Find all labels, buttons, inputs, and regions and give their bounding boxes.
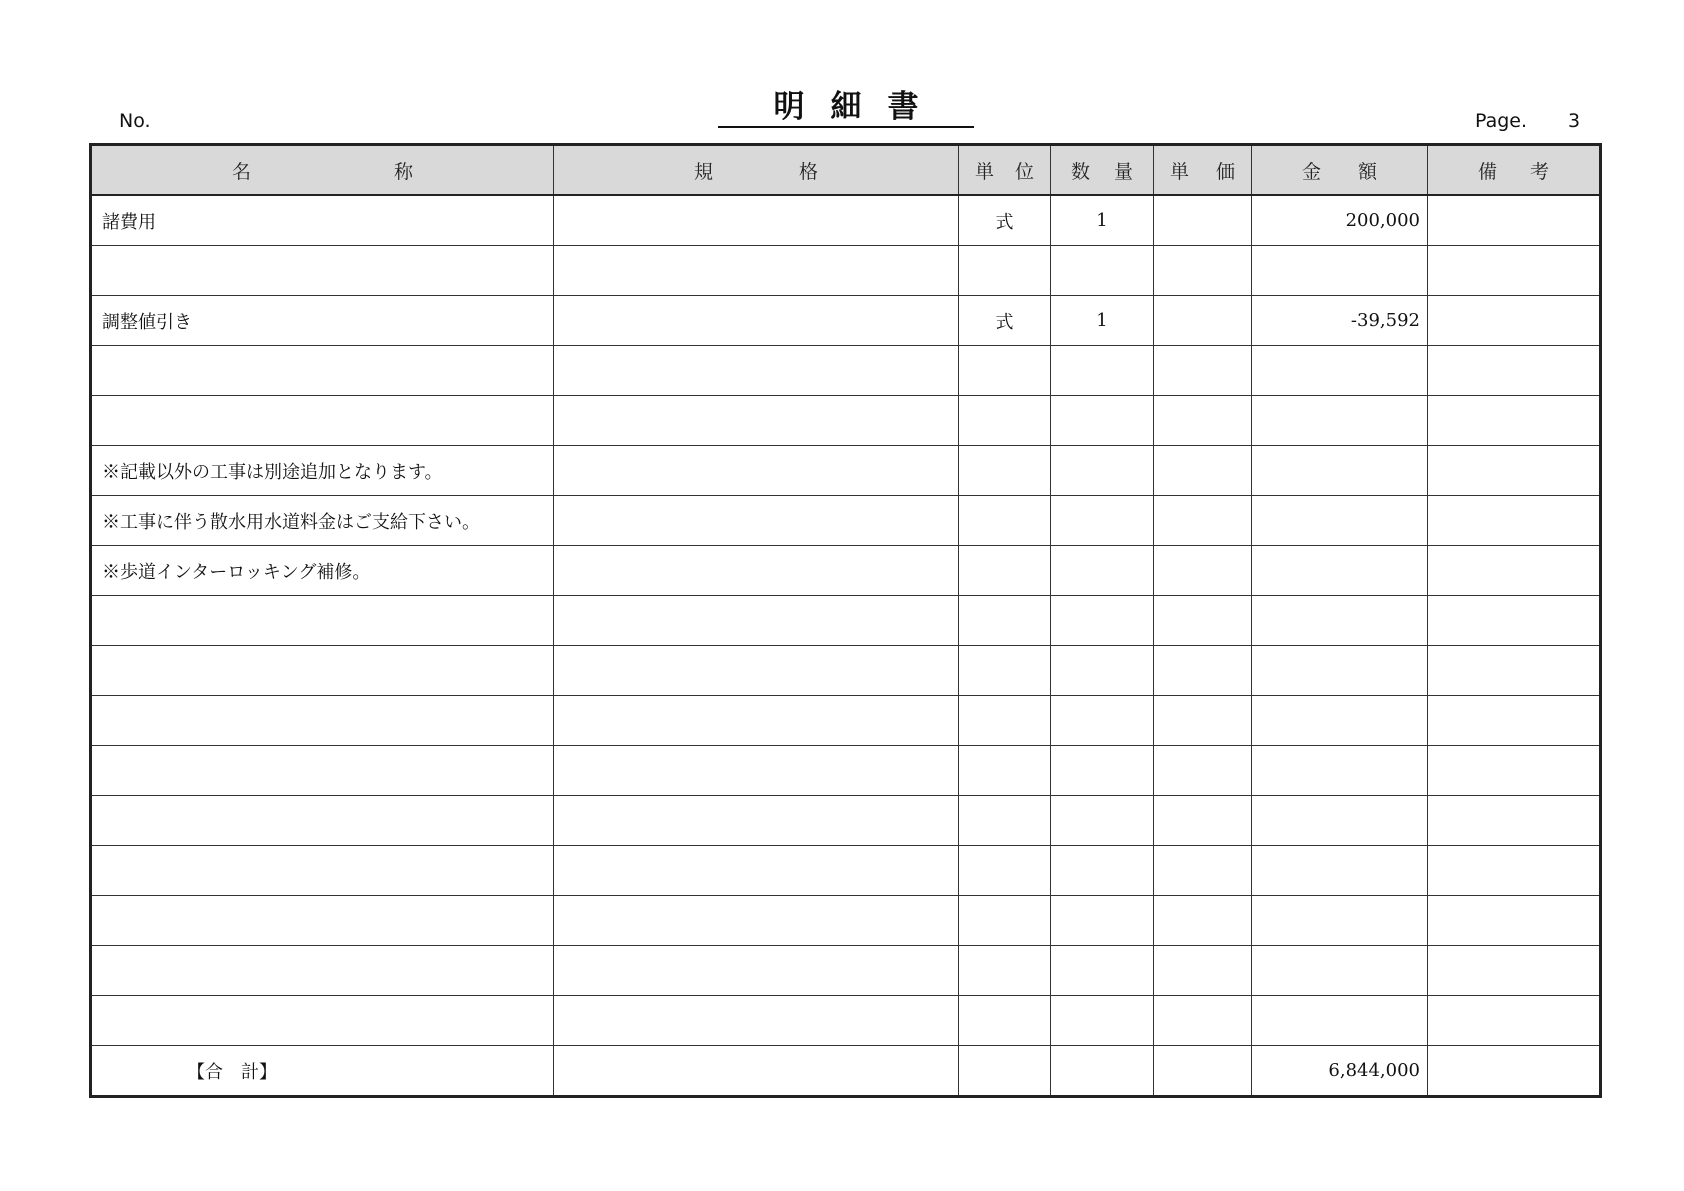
item-name-cell xyxy=(91,746,554,796)
item-remarks-cell xyxy=(1428,346,1601,396)
item-spec-cell xyxy=(554,596,959,646)
item-quantity-cell: 1 xyxy=(1051,296,1154,346)
item-remarks-cell xyxy=(1428,396,1601,446)
item-quantity-cell xyxy=(1051,446,1154,496)
item-unit-price-cell xyxy=(1154,246,1252,296)
item-unit-price-cell xyxy=(1154,396,1252,446)
table-row xyxy=(91,346,1601,396)
item-spec-cell xyxy=(554,696,959,746)
item-amount-cell xyxy=(1252,996,1428,1046)
item-spec-cell xyxy=(554,996,959,1046)
item-unit-cell xyxy=(959,996,1051,1046)
item-amount-cell xyxy=(1252,496,1428,546)
total-unit-price-cell xyxy=(1154,1046,1252,1097)
table-row xyxy=(91,846,1601,896)
item-remarks-cell xyxy=(1428,946,1601,996)
item-unit-price-cell xyxy=(1154,996,1252,1046)
table-row xyxy=(91,746,1601,796)
total-unit-cell xyxy=(959,1046,1051,1097)
total-label: 【合 計】 xyxy=(91,1046,554,1097)
table-row xyxy=(91,796,1601,846)
item-name-cell xyxy=(91,896,554,946)
item-unit-cell xyxy=(959,696,1051,746)
item-remarks-cell xyxy=(1428,246,1601,296)
item-remarks-cell xyxy=(1428,896,1601,946)
item-unit-cell xyxy=(959,596,1051,646)
item-quantity-cell xyxy=(1051,496,1154,546)
table-row xyxy=(91,546,1601,596)
item-amount-cell xyxy=(1252,846,1428,896)
item-unit-price-cell xyxy=(1154,195,1252,246)
item-unit-cell xyxy=(959,896,1051,946)
page-label: Page. xyxy=(1475,110,1528,132)
item-remarks-cell xyxy=(1428,646,1601,696)
item-amount-cell xyxy=(1252,596,1428,646)
item-remarks-cell xyxy=(1428,746,1601,796)
item-quantity-cell: 1 xyxy=(1051,195,1154,246)
table-row xyxy=(91,296,1601,346)
item-quantity-cell xyxy=(1051,246,1154,296)
item-remarks-cell xyxy=(1428,996,1601,1046)
item-unit-cell xyxy=(959,946,1051,996)
item-amount-cell: -39,592 xyxy=(1252,296,1428,346)
column-header-quantity-char-1: 数 xyxy=(1071,160,1091,183)
table-row xyxy=(91,646,1601,696)
item-unit-cell xyxy=(959,396,1051,446)
item-remarks-cell xyxy=(1428,596,1601,646)
table-row xyxy=(91,446,1601,496)
table-row xyxy=(91,946,1601,996)
item-name-cell xyxy=(91,696,554,746)
item-quantity-cell xyxy=(1051,996,1154,1046)
column-header-quantity-char-2: 量 xyxy=(1113,160,1133,183)
item-name-cell xyxy=(91,246,554,296)
page-number: 3 xyxy=(1568,110,1581,132)
item-remarks-cell xyxy=(1428,546,1601,596)
column-header-unit-price xyxy=(1154,145,1252,196)
item-amount-cell xyxy=(1252,646,1428,696)
item-unit-price-cell xyxy=(1154,296,1252,346)
column-header-quantity xyxy=(1051,145,1154,196)
item-name-cell: 諸費用 xyxy=(91,195,554,246)
item-spec-cell xyxy=(554,246,959,296)
column-header-remarks-char-1: 備 xyxy=(1478,160,1498,183)
item-remarks-cell xyxy=(1428,696,1601,746)
item-amount-cell xyxy=(1252,396,1428,446)
item-unit-cell xyxy=(959,246,1051,296)
table-row xyxy=(91,896,1601,946)
item-remarks-cell xyxy=(1428,496,1601,546)
item-name-cell xyxy=(91,646,554,696)
item-name-cell xyxy=(91,346,554,396)
item-spec-cell xyxy=(554,896,959,946)
item-name-cell: ※工事に伴う散水用水道料金はご支給下さい。 xyxy=(91,496,554,546)
total-row xyxy=(91,1046,1601,1097)
item-name-cell xyxy=(91,996,554,1046)
item-unit-price-cell xyxy=(1154,446,1252,496)
item-amount-cell xyxy=(1252,446,1428,496)
item-spec-cell xyxy=(554,296,959,346)
item-amount-cell xyxy=(1252,696,1428,746)
item-spec-cell xyxy=(554,946,959,996)
item-amount-cell xyxy=(1252,896,1428,946)
item-spec-cell xyxy=(554,346,959,396)
document-title: 明細書 xyxy=(773,89,945,125)
column-header-name-char-1: 名 xyxy=(232,160,252,183)
title-underline xyxy=(718,126,974,128)
table-row xyxy=(91,696,1601,746)
column-header-remarks xyxy=(1428,145,1601,196)
item-spec-cell xyxy=(554,746,959,796)
column-header-unit-price-char-2: 価 xyxy=(1215,160,1235,183)
item-unit-price-cell xyxy=(1154,696,1252,746)
item-name-cell: ※記載以外の工事は別途追加となります。 xyxy=(91,446,554,496)
item-name-cell xyxy=(91,946,554,996)
item-quantity-cell xyxy=(1051,396,1154,446)
item-amount-cell xyxy=(1252,246,1428,296)
item-amount-cell xyxy=(1252,346,1428,396)
item-name-cell xyxy=(91,596,554,646)
column-header-name-char-2: 称 xyxy=(393,160,413,183)
item-spec-cell xyxy=(554,496,959,546)
column-header-spec-char-1: 規 xyxy=(694,160,714,183)
table-row xyxy=(91,195,1601,246)
table-row xyxy=(91,596,1601,646)
item-name-cell: ※歩道インターロッキング補修。 xyxy=(91,546,554,596)
item-quantity-cell xyxy=(1051,746,1154,796)
item-spec-cell xyxy=(554,546,959,596)
column-header-unit-char-1: 単 xyxy=(975,160,995,183)
item-quantity-cell xyxy=(1051,946,1154,996)
table-row xyxy=(91,396,1601,446)
item-quantity-cell xyxy=(1051,646,1154,696)
item-unit-price-cell xyxy=(1154,346,1252,396)
item-unit-price-cell xyxy=(1154,946,1252,996)
item-amount-cell xyxy=(1252,946,1428,996)
item-unit-cell xyxy=(959,496,1051,546)
item-unit-cell xyxy=(959,446,1051,496)
item-amount-cell: 200,000 xyxy=(1252,195,1428,246)
column-header-unit-char-2: 位 xyxy=(1014,160,1034,183)
item-unit-price-cell xyxy=(1154,796,1252,846)
item-spec-cell xyxy=(554,195,959,246)
item-unit-cell xyxy=(959,796,1051,846)
item-quantity-cell xyxy=(1051,346,1154,396)
table-row xyxy=(91,246,1601,296)
table-row xyxy=(91,496,1601,546)
item-unit-price-cell xyxy=(1154,596,1252,646)
column-header-unit-price-char-1: 単 xyxy=(1170,160,1190,183)
item-amount-cell xyxy=(1252,796,1428,846)
total-remarks-cell xyxy=(1428,1046,1601,1097)
document-number-label: No. xyxy=(119,110,151,132)
table-row xyxy=(91,996,1601,1046)
item-unit-cell: 式 xyxy=(959,296,1051,346)
column-header-spec-char-2: 格 xyxy=(798,160,818,183)
detail-table xyxy=(89,143,1602,1098)
table-header-row xyxy=(91,145,1601,196)
item-unit-price-cell xyxy=(1154,496,1252,546)
item-quantity-cell xyxy=(1051,696,1154,746)
item-name-cell xyxy=(91,796,554,846)
column-header-amount-char-2: 額 xyxy=(1357,160,1377,183)
item-remarks-cell xyxy=(1428,846,1601,896)
item-name-cell xyxy=(91,846,554,896)
item-remarks-cell xyxy=(1428,195,1601,246)
item-unit-price-cell xyxy=(1154,646,1252,696)
item-quantity-cell xyxy=(1051,796,1154,846)
item-remarks-cell xyxy=(1428,446,1601,496)
item-amount-cell xyxy=(1252,746,1428,796)
total-quantity-cell xyxy=(1051,1046,1154,1097)
column-header-unit xyxy=(959,145,1051,196)
item-unit-price-cell xyxy=(1154,896,1252,946)
item-unit-cell xyxy=(959,646,1051,696)
item-quantity-cell xyxy=(1051,846,1154,896)
item-spec-cell xyxy=(554,846,959,896)
item-unit-cell xyxy=(959,546,1051,596)
item-spec-cell xyxy=(554,796,959,846)
item-amount-cell xyxy=(1252,546,1428,596)
total-amount: 6,844,000 xyxy=(1252,1046,1428,1097)
item-remarks-cell xyxy=(1428,296,1601,346)
item-unit-cell xyxy=(959,846,1051,896)
item-spec-cell xyxy=(554,446,959,496)
item-quantity-cell xyxy=(1051,596,1154,646)
column-header-spec xyxy=(554,145,959,196)
item-unit-price-cell xyxy=(1154,846,1252,896)
item-quantity-cell xyxy=(1051,546,1154,596)
item-name-cell xyxy=(91,396,554,446)
item-unit-cell xyxy=(959,346,1051,396)
item-name-cell: 調整値引き xyxy=(91,296,554,346)
column-header-name xyxy=(91,145,554,196)
item-quantity-cell xyxy=(1051,896,1154,946)
column-header-amount xyxy=(1252,145,1428,196)
total-spec-cell xyxy=(554,1046,959,1097)
item-spec-cell xyxy=(554,396,959,446)
item-unit-cell xyxy=(959,746,1051,796)
item-spec-cell xyxy=(554,646,959,696)
item-remarks-cell xyxy=(1428,796,1601,846)
column-header-amount-char-1: 金 xyxy=(1302,160,1322,183)
item-unit-cell: 式 xyxy=(959,195,1051,246)
item-unit-price-cell xyxy=(1154,746,1252,796)
item-unit-price-cell xyxy=(1154,546,1252,596)
column-header-remarks-char-2: 考 xyxy=(1529,160,1549,183)
